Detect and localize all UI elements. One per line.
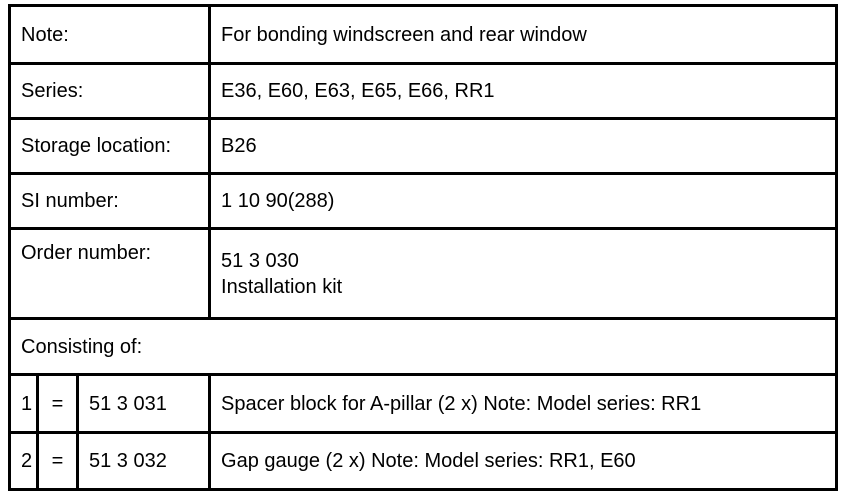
order-number-label: Order number: — [10, 229, 210, 319]
item-index: 2 — [10, 433, 38, 490]
si-number-value: 1 10 90(288) — [210, 174, 837, 229]
series-row — [10, 64, 837, 119]
item-symbol: = — [38, 433, 78, 490]
series-label: Series: — [10, 64, 210, 119]
item-symbol: = — [38, 375, 78, 433]
table-row — [10, 375, 837, 433]
order-number-row — [10, 229, 837, 319]
order-number-code: 51 3 030 — [221, 249, 299, 272]
note-value: For bonding windscreen and rear window — [210, 6, 837, 64]
order-number-value — [210, 229, 837, 319]
si-number-label: SI number: — [10, 174, 210, 229]
si-number-row — [10, 174, 837, 229]
item-part-number: 51 3 032 — [78, 433, 210, 490]
consisting-of-label: Consisting of: — [10, 319, 837, 375]
item-part-number: 51 3 031 — [78, 375, 210, 433]
parts-spec-table — [8, 4, 838, 491]
storage-location-row — [10, 119, 837, 174]
consisting-of-row — [10, 319, 837, 375]
order-number-description: Installation kit — [221, 275, 343, 298]
series-value: E36, E60, E63, E65, E66, RR1 — [210, 64, 837, 119]
item-description: Gap gauge (2 x) Note: Model series: RR1, E60 — [210, 433, 837, 490]
note-row — [10, 6, 837, 64]
storage-location-value: B26 — [210, 119, 837, 174]
note-label: Note: — [10, 6, 210, 64]
storage-location-label: Storage location: — [10, 119, 210, 174]
item-description: Spacer block for A-pillar (2 x) Note: Model series: RR1 — [210, 375, 837, 433]
table-row — [10, 433, 837, 490]
item-index: 1 — [10, 375, 38, 433]
